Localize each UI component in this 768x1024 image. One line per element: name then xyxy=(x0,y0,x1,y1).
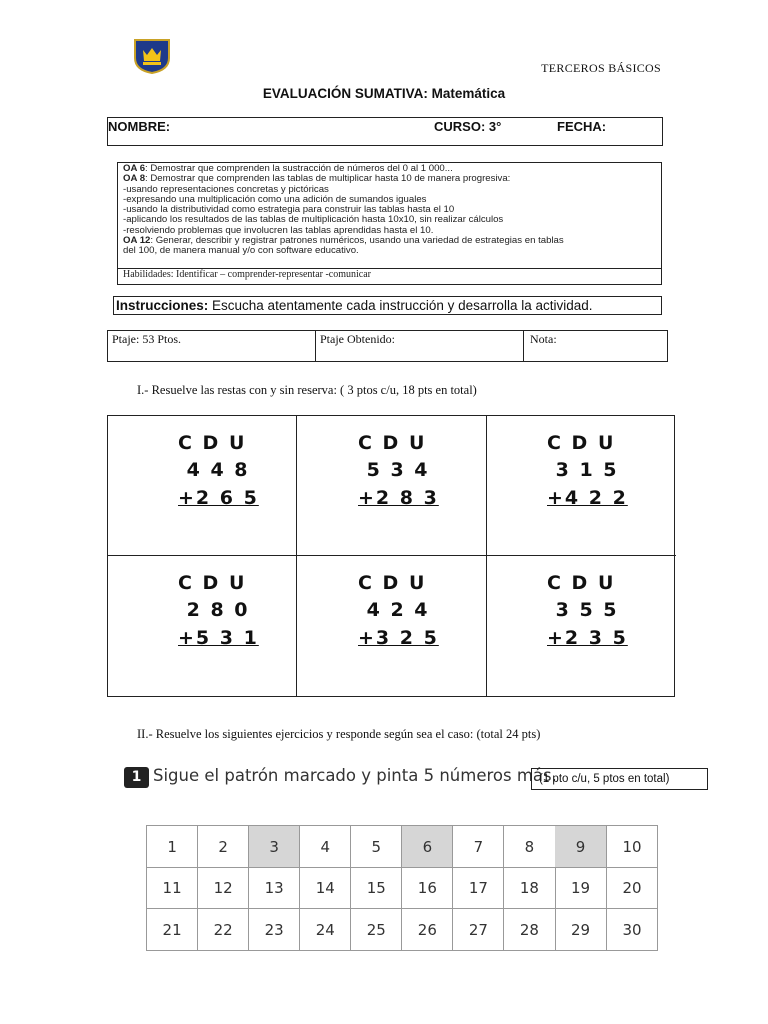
number-cell[interactable]: 23 xyxy=(249,909,300,951)
course-label: CURSO: 3° xyxy=(434,119,502,134)
page-title: EVALUACIÓN SUMATIVA: Matemática xyxy=(262,86,506,101)
number-cell[interactable]: 19 xyxy=(555,867,606,909)
operation-cell xyxy=(297,556,487,696)
operation-top-number: 3 1 5 xyxy=(547,459,619,481)
number-cell[interactable]: 11 xyxy=(147,867,198,909)
operation-bottom-number: +2 3 5 xyxy=(547,627,628,649)
number-cell[interactable]: 24 xyxy=(300,909,351,951)
skills-line: Habilidades: Identificar – comprender-representar -comunicar xyxy=(123,269,372,280)
student-info-box xyxy=(107,117,663,146)
number-cell[interactable]: 20 xyxy=(606,867,657,909)
section2-title: II.- Resuelve los siguientes ejercicios y responde según sea el caso: (total 24 pts) xyxy=(137,727,541,741)
number-cell[interactable]: 7 xyxy=(453,826,504,868)
operation-cell xyxy=(487,556,676,696)
number-cell[interactable]: 2 xyxy=(198,826,249,868)
operation-cell xyxy=(487,416,676,556)
number-cell[interactable]: 1 xyxy=(147,826,198,868)
objective-code: OA 12 xyxy=(123,235,151,247)
question-text: Sigue el patrón marcado y pinta 5 números más. xyxy=(153,766,557,785)
operation-top-number: 5 3 4 xyxy=(358,459,430,481)
number-cell[interactable]: 17 xyxy=(453,867,504,909)
section1-title: I.- Resuelve las restas con y sin reserva: ( 3 ptos c/u, 18 pts en total) xyxy=(137,383,477,397)
operation-header: C D U xyxy=(358,432,427,454)
operation-cell xyxy=(108,416,297,556)
objective-text: : Demostrar que comprenden las tablas de multiplicar hasta 10 de manera progresiva: xyxy=(145,173,511,185)
objective-text: : Demostrar que comprenden la sustracción de números del 0 al 1 000... xyxy=(145,163,453,174)
instructions-text: Escucha atentamente cada instrucción y desarrolla la actividad. xyxy=(208,298,593,313)
operation-bottom-number: +2 6 5 xyxy=(178,487,259,509)
total-score: Ptaje: 53 Ptos. xyxy=(108,331,316,361)
question-points: (1 pto c/u, 5 ptos en total) xyxy=(531,768,708,790)
objective-text: -usando la distributividad como estrategia para construir las tablas hasta el 10 xyxy=(123,204,455,216)
operation-cell xyxy=(297,416,487,556)
number-cell[interactable]: 28 xyxy=(504,909,555,951)
number-cell[interactable]: 25 xyxy=(351,909,402,951)
number-cell[interactable]: 15 xyxy=(351,867,402,909)
number-cell[interactable]: 6 xyxy=(402,826,453,868)
operation-header: C D U xyxy=(358,572,427,594)
number-cell[interactable]: 12 xyxy=(198,867,249,909)
number-cell[interactable]: 22 xyxy=(198,909,249,951)
school-logo-icon xyxy=(133,38,171,74)
operation-header: C D U xyxy=(178,432,247,454)
operation-top-number: 2 8 0 xyxy=(178,599,250,621)
objective-text: -usando representaciones concretas y pictóricas xyxy=(123,183,329,195)
obtained-score: Ptaje Obtenido: xyxy=(316,331,524,361)
objective-text: del 100, de manera manual y/o con software educativo. xyxy=(123,245,359,257)
grade-level: TERCEROS BÁSICOS xyxy=(541,61,661,75)
number-cell[interactable]: 5 xyxy=(351,826,402,868)
number-cell[interactable]: 13 xyxy=(249,867,300,909)
number-cell[interactable]: 4 xyxy=(300,826,351,868)
operation-header: C D U xyxy=(547,432,616,454)
objectives-list xyxy=(118,163,661,269)
objective-text: : Generar, describir y registrar patrones numéricos, usando una variedad de estrategias en tablas xyxy=(150,235,564,247)
objective-text: -expresando una multiplicación como una adición de sumandos iguales xyxy=(123,193,427,205)
number-cell[interactable]: 9 xyxy=(555,826,606,868)
score-table xyxy=(107,330,668,362)
operation-bottom-number: +5 3 1 xyxy=(178,627,259,649)
operation-header: C D U xyxy=(178,572,247,594)
operation-bottom-number: +2 8 3 xyxy=(358,487,439,509)
number-cell[interactable]: 14 xyxy=(300,867,351,909)
number-cell[interactable]: 29 xyxy=(555,909,606,951)
objectives-box xyxy=(117,162,662,285)
number-cell[interactable]: 10 xyxy=(606,826,657,868)
operation-bottom-number: +4 2 2 xyxy=(547,487,628,509)
operation-bottom-number: +3 2 5 xyxy=(358,627,439,649)
number-cell[interactable]: 8 xyxy=(504,826,555,868)
operation-top-number: 4 2 4 xyxy=(358,599,430,621)
grade-cell: Nota: xyxy=(530,332,557,346)
instructions-box xyxy=(113,296,662,315)
objective-code: OA 6 xyxy=(123,163,146,174)
number-pattern-grid xyxy=(146,825,658,951)
operation-header: C D U xyxy=(547,572,616,594)
operation-cell xyxy=(108,556,297,696)
number-cell[interactable]: 21 xyxy=(147,909,198,951)
objective-code: OA 8 xyxy=(123,173,146,185)
date-label: FECHA: xyxy=(557,119,607,134)
number-cell[interactable]: 27 xyxy=(453,909,504,951)
number-cell[interactable]: 26 xyxy=(402,909,453,951)
operation-top-number: 4 4 8 xyxy=(178,459,250,481)
number-cell[interactable]: 3 xyxy=(249,826,300,868)
name-label: NOMBRE: xyxy=(108,119,171,134)
operation-top-number: 3 5 5 xyxy=(547,599,619,621)
number-cell[interactable]: 30 xyxy=(622,920,642,939)
number-cell[interactable]: 18 xyxy=(504,867,555,909)
number-cell[interactable]: 16 xyxy=(402,867,453,909)
operations-grid xyxy=(107,415,675,697)
objective-text: -resolviendo problemas que involucren las tablas aprendidas hasta el 10. xyxy=(123,224,434,236)
objective-text: -aplicando los resultados de las tablas de multiplicación hasta 10x10, sin realizar cálculos xyxy=(123,214,504,226)
question-number-badge: 1 xyxy=(124,767,149,788)
instructions-label: Instrucciones: xyxy=(116,298,209,313)
objective-line xyxy=(123,246,656,256)
